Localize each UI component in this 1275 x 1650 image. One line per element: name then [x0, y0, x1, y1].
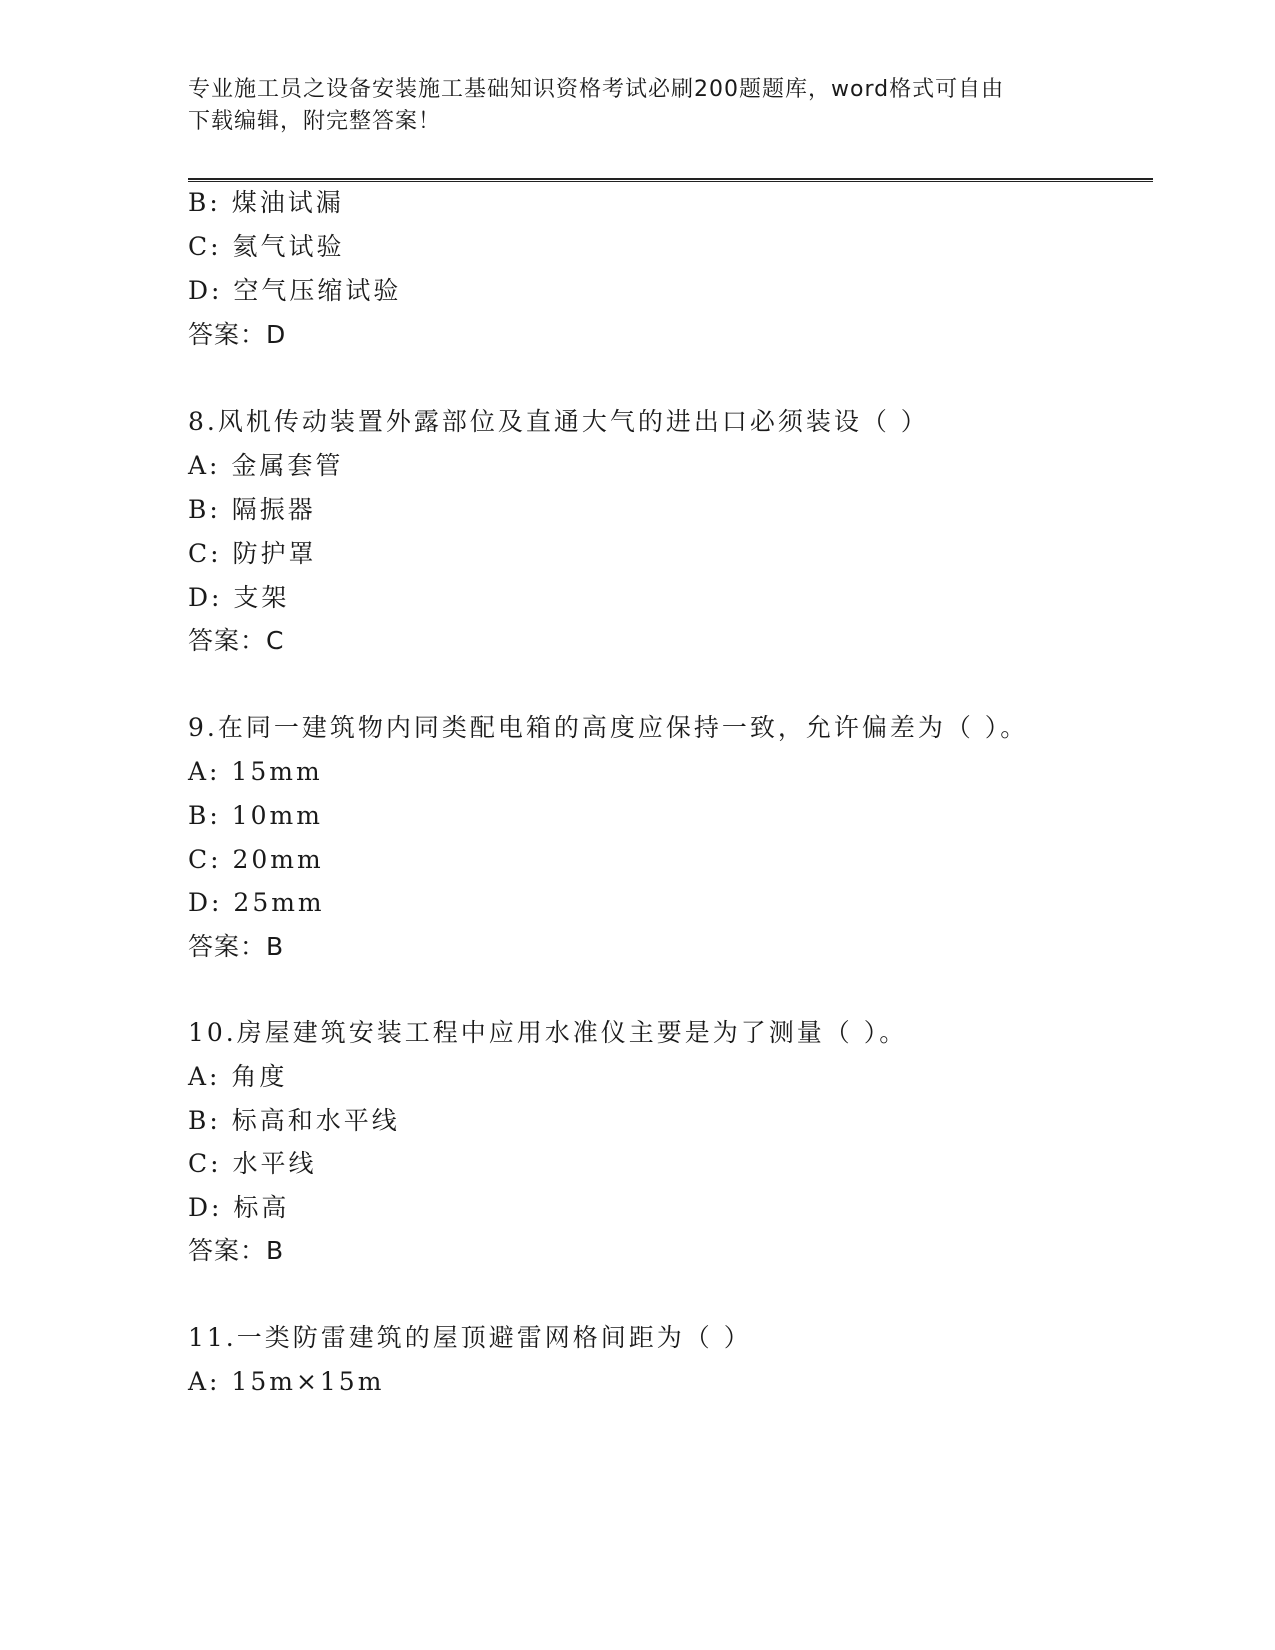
header-title-line-2: 下载编辑，附完整答案！: [188, 109, 442, 134]
q8-answer: 答案：C: [188, 626, 285, 655]
q7-answer: 答案：D: [188, 320, 287, 349]
q7-option-d: D: 空气压缩试验: [188, 276, 402, 305]
q10-option-d: D: 标高: [188, 1193, 290, 1222]
q9-option-b: B: 10mm: [188, 801, 323, 830]
q8-question: 8.风机传动装置外露部位及直通大气的进出口必须装设（ ）: [188, 407, 929, 436]
q8-option-b: B: 隔振器: [188, 495, 316, 524]
header-divider: [188, 178, 1153, 182]
q10-option-a: A: 角度: [188, 1062, 288, 1091]
q7-option-b: B: 煤油试漏: [188, 188, 344, 217]
q9-answer: 答案：B: [188, 932, 285, 961]
q10-option-b: B: 标高和水平线: [188, 1106, 400, 1135]
document-header: [188, 74, 1078, 138]
q9-option-c: C: 20mm: [188, 845, 324, 874]
q10-option-c: C: 水平线: [188, 1149, 317, 1178]
q10-question: 10.房屋建筑安装工程中应用水准仪主要是为了测量（ ）。: [188, 1018, 908, 1047]
header-title-line-1: 专业施工员之设备安装施工基础知识资格考试必刷200题题库，word格式可自由: [188, 77, 1005, 102]
q9-option-d: D: 25mm: [188, 888, 325, 917]
q8-option-a: A: 金属套管: [188, 451, 344, 480]
q11-option-a: A: 15m×15m: [188, 1367, 385, 1396]
q11-question: 11.一类防雷建筑的屋顶避雷网格间距为（ ）: [188, 1323, 752, 1352]
q7-option-c: C: 氦气试验: [188, 232, 345, 261]
q10-answer: 答案：B: [188, 1236, 285, 1265]
q8-option-c: C: 防护罩: [188, 539, 317, 568]
q8-option-d: D: 支架: [188, 583, 290, 612]
q9-option-a: A: 15mm: [188, 757, 323, 786]
q9-question: 9.在同一建筑物内同类配电箱的高度应保持一致，允许偏差为（ ）。: [188, 713, 1029, 742]
